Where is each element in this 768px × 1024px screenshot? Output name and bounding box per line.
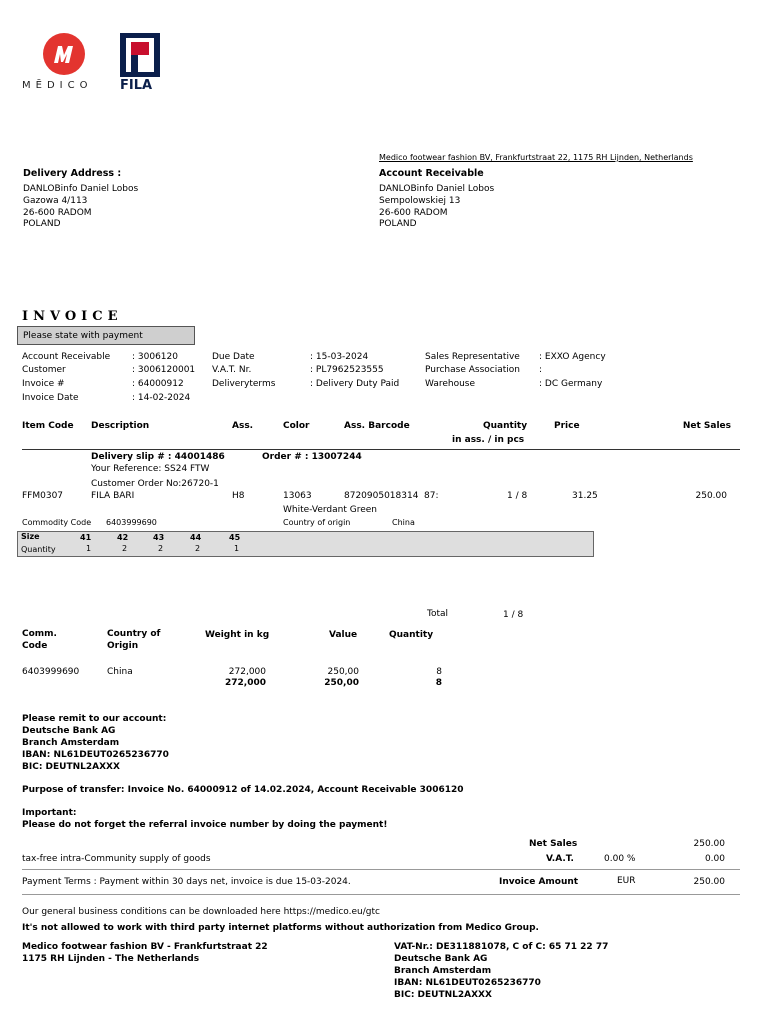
size-quantity: 2 [122,544,128,553]
remit-line: IBAN: NL61DEUT0265236770 [22,750,169,760]
size-value: 42 [117,533,129,542]
item-net-sales: 250.00 [695,491,727,501]
size-qty-label: Quantity [21,545,56,554]
header-price: Price [554,421,580,431]
footer-left-line: Medico footwear fashion BV - Frankfurtstraat 22 [22,942,268,952]
meta-label: Purchase Association [425,365,520,375]
invoice-amount-value: 250.00 [693,877,725,887]
vat-label: V.A.T. [546,854,574,864]
purpose-of-transfer: Purpose of transfer: Invoice No. 64000912 of 14.02.2024, Account Receivable 3006120 [22,785,464,795]
footer-right-line: Deutsche Bank AG [394,954,488,964]
vat-rate: 0.00 % [604,854,636,864]
meta-label: Due Date [212,352,255,362]
meta-value: : 64000912 [132,379,184,389]
header-divider [22,449,740,450]
item-barcode: 8720905018314 [344,491,419,501]
remit-line: Deutsche Bank AG [22,726,116,736]
footer-right-line: Branch Amsterdam [394,966,492,976]
delivery-address-line: POLAND [23,219,61,229]
summary-net-sales-label: Net Sales [529,839,578,849]
header-item-code: Item Code [22,421,74,431]
origin-label: Country of origin [283,518,351,527]
customs-header-country: Country of [107,629,161,639]
remit-line: Branch Amsterdam [22,738,120,748]
meta-label: Invoice Date [22,393,79,403]
summary-divider [22,869,740,870]
account-receivable-line: 26-600 RADOM [379,208,448,218]
size-breakdown-box [17,531,594,557]
customs-header-origin: Origin [107,641,139,651]
header-description: Description [91,421,150,431]
size-value: 45 [229,533,241,542]
customs-header-comm: Comm. [22,629,57,639]
size-quantity: 1 [86,544,92,553]
payment-terms: Payment Terms : Payment within 30 days net, invoice is due 15-03-2024. [22,877,351,887]
delivery-address-line: 26-600 RADOM [23,208,92,218]
customs-weight: 272,000 [228,667,266,677]
account-receivable-heading: Account Receivable [379,168,484,179]
important-text: Please do not forget the referral invoice number by doing the payment! [22,820,388,830]
invoice-title: INVOICE [22,309,123,324]
delivery-address-heading: Delivery Address : [23,168,122,179]
item-barcode-overflow: 87: [424,491,439,501]
customs-quantity: 8 [436,667,442,677]
footer-right-line: IBAN: NL61DEUT0265236770 [394,978,541,988]
item-code: FFM0307 [22,491,64,501]
header-quantity: Quantity [483,421,528,431]
meta-label: Warehouse [425,379,476,389]
customs-total-weight: 272,000 [225,678,266,688]
order-number: Order # : 13007244 [262,452,362,462]
platform-warning: It's not allowed to work with third party internet platforms without authorization from Medico Group. [22,923,539,933]
summary-bottom-divider [22,894,740,895]
header-ass: Ass. [232,421,254,431]
sender-line: Medico footwear fashion BV, Frankfurtstraat 22, 1175 RH Lijnden, Netherlands [379,153,693,162]
fila-logo-icon [120,33,160,77]
item-ass: H8 [232,491,245,501]
vat-value: 0.00 [704,854,725,864]
commodity-value: 6403999690 [106,518,157,527]
summary-net-sales-value: 250.00 [693,839,725,849]
customs-value: 250,00 [327,667,359,677]
currency: EUR [617,876,636,886]
tax-note: tax-free intra-Community supply of goods [22,854,211,864]
remit-line: BIC: DEUTNL2AXXX [22,762,120,772]
size-quantity: 2 [195,544,201,553]
meta-label: Account Receivable [22,352,111,362]
meta-value: : 3006120 [132,352,178,362]
payment-note: Please state with payment [23,331,143,341]
size-value: 41 [80,533,92,542]
customs-header-weight: Weight in kg [205,630,270,640]
size-value: 43 [153,533,165,542]
size-value: 44 [190,533,202,542]
footer-left-line: 1175 RH Lijnden - The Netherlands [22,954,200,964]
header-ass-barcode: Ass. Barcode [344,421,410,431]
header-quantity-sub: in ass. / in pcs [452,435,525,445]
medico-logo-text: MĒDICO [22,80,93,91]
size-quantity: 1 [234,544,240,553]
footer-right-line: BIC: DEUTNL2AXXX [394,990,492,1000]
item-color: 13063 [283,491,312,501]
delivery-address-line: Gazowa 4/113 [23,196,88,206]
customs-header-quantity: Quantity [389,630,434,640]
meta-label: V.A.T. Nr. [212,365,252,375]
item-price: 31.25 [572,491,598,501]
total-label: Total [427,609,449,619]
meta-value: : 3006120001 [132,365,196,375]
meta-value: : DC Germany [539,379,603,389]
invoice-amount-label: Invoice Amount [499,877,579,887]
item-quantity: 1 / 8 [507,491,528,501]
customs-header-value: Value [329,630,358,640]
medico-logo-icon [43,33,85,75]
customs-total-value: 250,00 [324,678,359,688]
important-heading: Important: [22,808,77,818]
header-net-sales: Net Sales [682,421,731,431]
footer-right-line: VAT-Nr.: DE311881078, C of C: 65 71 22 77 [394,942,609,952]
meta-label: Sales Representative [425,352,520,362]
delivery-address-line: DANLOBinfo Daniel Lobos [23,184,139,194]
item-color-name: White-Verdant Green [283,505,378,515]
origin-value: China [392,518,415,527]
meta-value: : 15-03-2024 [310,352,369,362]
remit-line: Please remit to our account: [22,714,167,724]
gtc-note: Our general business conditions can be downloaded here https://medico.eu/gtc [22,907,380,917]
delivery-slip: Delivery slip # : 44001486 [91,452,225,462]
meta-value: : [539,365,543,375]
meta-label: Invoice # [22,379,65,389]
meta-value: : 14-02-2024 [132,393,191,403]
customs-header-code: Code [22,641,48,651]
meta-label: Deliveryterms [212,379,276,389]
fila-logo-text: FILA [120,78,153,93]
commodity-label: Commodity Code [22,518,92,527]
customer-order: Customer Order No:26720-1 [91,479,219,489]
customs-total-quantity: 8 [435,678,442,688]
account-receivable-line: Sempolowskiej 13 [379,196,461,206]
account-receivable-line: POLAND [379,219,417,229]
item-description: FILA BARI [91,491,135,501]
account-receivable-line: DANLOBinfo Daniel Lobos [379,184,495,194]
customs-origin: China [107,667,133,677]
total-value: 1 / 8 [503,610,524,620]
payment-note-box [17,326,195,345]
size-quantity: 2 [158,544,164,553]
size-label: Size [21,532,40,541]
meta-label: Customer [22,365,66,375]
meta-value: : PL7962523555 [310,365,384,375]
header-color: Color [283,421,310,431]
customs-code: 6403999690 [22,667,80,677]
meta-value: : EXXO Agency [539,352,606,362]
meta-value: : Delivery Duty Paid [310,379,400,389]
your-reference: Your Reference: SS24 FTW [91,464,210,474]
